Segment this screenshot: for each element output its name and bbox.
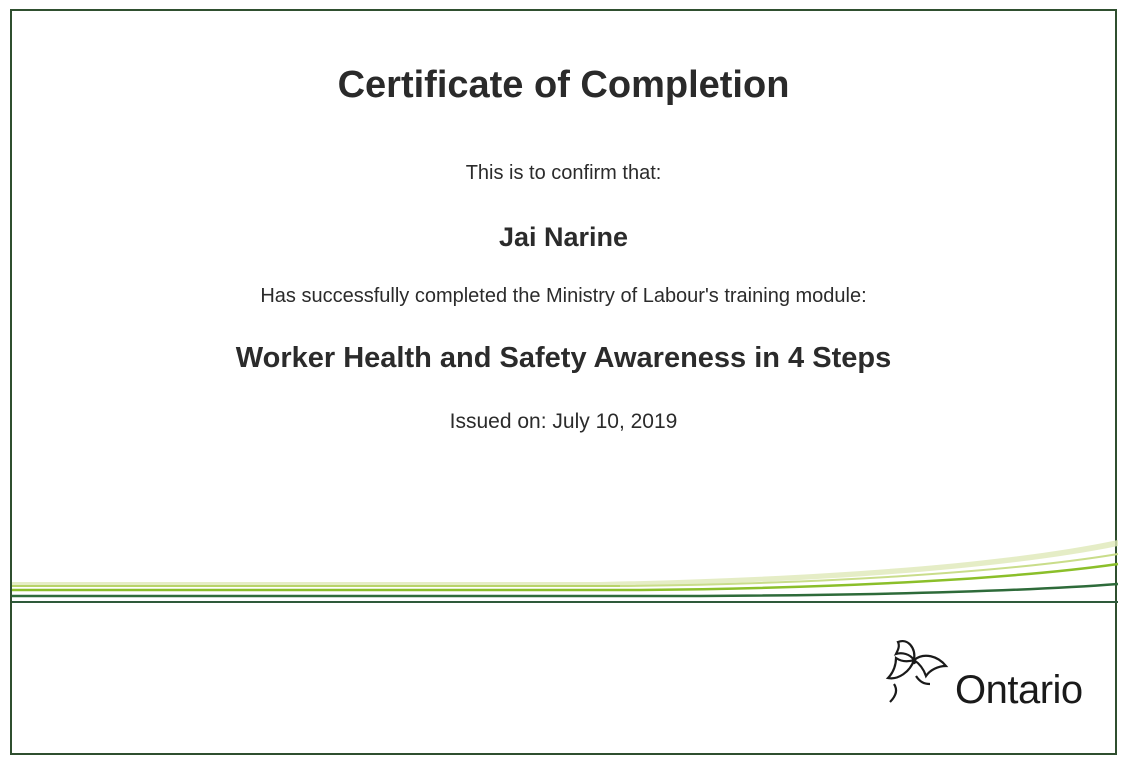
issued-label: Issued on: — [449, 410, 547, 433]
issued-line — [10, 410, 1117, 434]
recipient-name: Jai Narine — [498, 222, 629, 252]
ontario-wordmark: Ontario — [955, 668, 1083, 712]
swoosh-curve-dark — [700, 584, 1118, 596]
issued-date: July 10, 2019 — [552, 410, 678, 433]
trillium-icon — [880, 630, 960, 710]
certificate-title: Certificate of Completion — [337, 64, 790, 106]
confirm-text: This is to confirm that: — [465, 162, 662, 184]
completion-text: Has successfully completed the Ministry of Labour's training module: — [260, 285, 867, 307]
module-name: Worker Health and Safety Awareness in 4 Steps — [235, 342, 892, 374]
decorative-swoosh — [0, 520, 1131, 620]
